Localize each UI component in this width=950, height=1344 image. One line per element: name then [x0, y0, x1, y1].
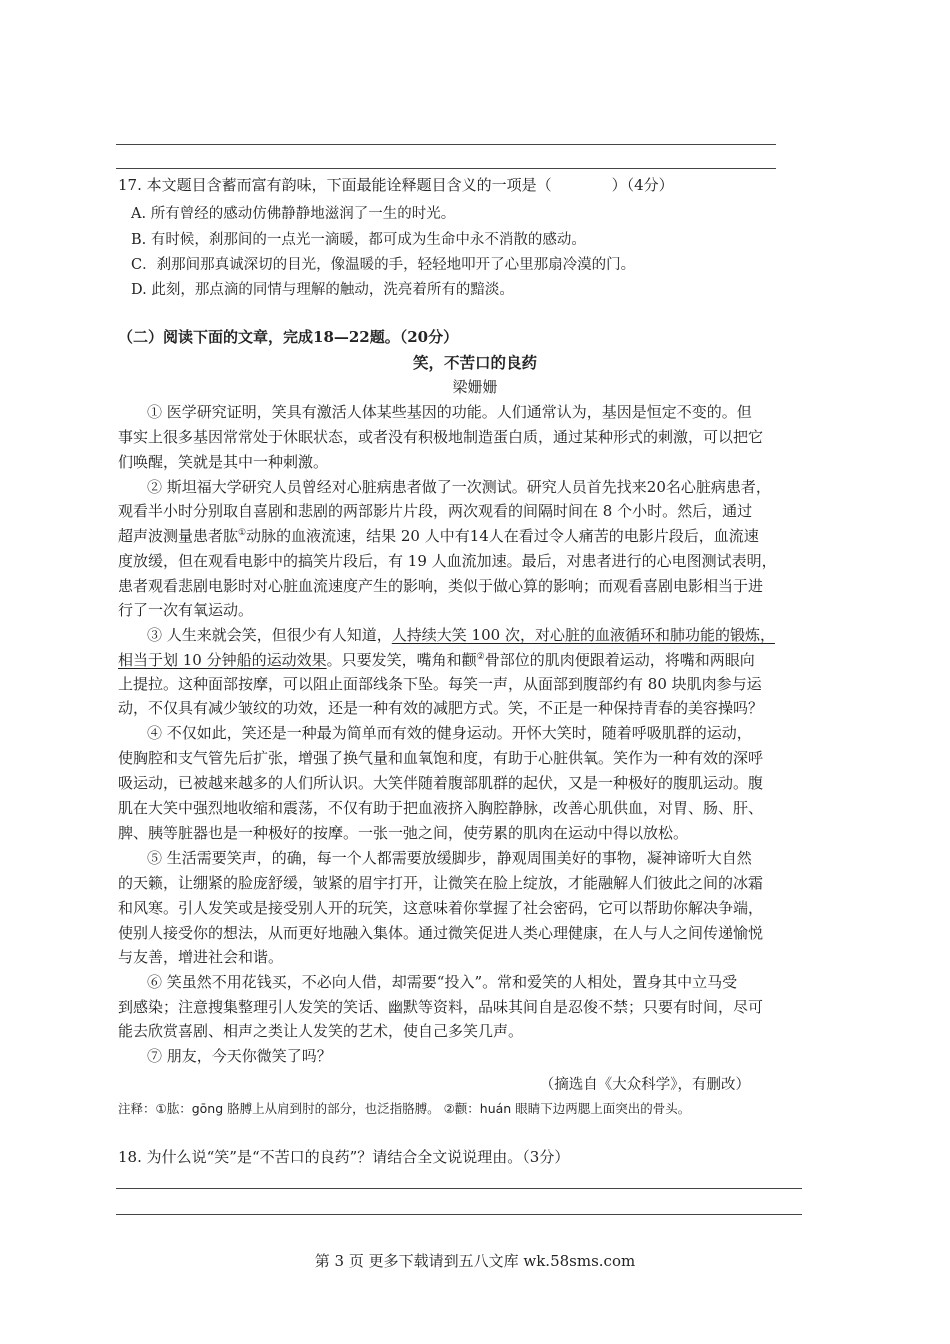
article-line: 观看半小时分别取自喜剧和悲剧的两部影片片段，两次观看的间隔时间在 8 个小时。然后，通过	[118, 502, 753, 520]
question-18-stem: 18. 为什么说“笑”是“不苦口的良药”？请结合全文说说理由。（3分）	[118, 1148, 570, 1166]
question-17-option-d[interactable]: D. 此刻，那点滴的同情与理解的触动，洗亮着所有的黯淡。	[131, 282, 514, 298]
article-line: 动，不仅具有减少皱纹的功效，还是一种有效的减肥方式。笑，不正是一种保持青春的美容操吗？	[118, 699, 764, 717]
article-line: 们唤醒，笑就是其中一种刺激。	[118, 453, 329, 471]
article-line	[118, 650, 755, 670]
article-line: 行了一次有氧运动。	[118, 601, 254, 619]
article-line: 患者观看悲剧电影时对心脏血流速度产生的影响，类似于做心算的影响；而观看喜剧电影相当于进	[118, 577, 764, 595]
article-text: 超声波测量患者肱	[118, 527, 239, 545]
answer-line-top-2[interactable]	[116, 168, 776, 169]
article-line: 到感染；注意搜集整理引人发笑的笑话、幽默等资料，品味其间自是忍俊不禁；只要有时间，尽可	[118, 998, 764, 1016]
section-title: （二）阅读下面的文章，完成18—22题。（20分）	[118, 328, 459, 346]
article-text: 动脉的血液流速，结果 20 人中有14人在看过令人痛苦的电影片段后，血流速	[246, 527, 759, 545]
answer-line-q18-1[interactable]	[116, 1188, 802, 1189]
article-line: 和风寒。引人发笑或是接受别人开的玩笑，这意味着你掌握了社会密码，它可以帮助你解决争端，	[118, 899, 764, 917]
article-text: ③ 人生来就会笑，但很少有人知道，	[147, 626, 392, 644]
answer-line-q18-2[interactable]	[116, 1214, 802, 1215]
article-line: 上提拉。这种面部按摩，可以阻止面部线条下坠。每笑一声，从面部到腹部约有 80 块肌肉参与运	[118, 675, 762, 693]
article-line	[118, 526, 759, 546]
article-line: 能去欣赏喜剧、相声之类让人发笑的艺术，使自己多笑几声。	[118, 1022, 524, 1040]
article-text: 。只要发笑，嘴角和颧	[326, 651, 477, 669]
article-line: 度放缓，但在观看电影中的搞笑片段后，有 19 人血流加速。最后，对患者进行的心电图测试表明，	[118, 552, 777, 570]
article-line: ⑥ 笑虽然不用花钱买，不必向人借，却需要“投入”。常和爱笑的人相处，置身其中立马受	[147, 973, 738, 991]
underlined-sentence: 人持续大笑 100 次，对心脏的血液循环和肺功能的锻炼，	[391, 626, 775, 644]
article-line: 吸运动，已被越来越多的人们所认识。大笑伴随着腹部肌群的起伏，又是一种极好的腹肌运动。腹	[118, 774, 764, 792]
article-author: 梁姗姗	[452, 378, 498, 396]
question-17-stem: 17. 本文题目含蓄而富有韵味，下面最能诠释题目含义的一项是（ ）（4分）	[118, 176, 674, 194]
article-line: 事实上很多基因常常处于休眠状态，或者没有积极地制造蛋白质，通过某种形式的刺激，可以把它	[118, 428, 764, 446]
question-17-option-a[interactable]: A. 所有曾经的感动仿佛静静地滋润了一生的时光。	[131, 206, 456, 222]
article-line: ④ 不仅如此，笑还是一种最为简单而有效的健身运动。开怀大笑时，随着呼吸肌群的运动，	[147, 724, 752, 742]
article-line: 的天籁，让绷紧的脸庞舒缓，皱紧的眉宇打开，让微笑在脸上绽放，才能融解人们彼此之间的冰霜	[118, 874, 764, 892]
article-line: 使别人接受你的想法，从而更好地融入集体。通过微笑促进人类心理健康，在人与人之间传递愉悦	[118, 924, 764, 942]
page-footer: 第 3 页 更多下载请到五八文库 wk.58sms.com	[314, 1252, 636, 1270]
question-17-option-b[interactable]: B. 有时候，刹那间的一点光一滴暖，都可成为生命中永不消散的感动。	[131, 232, 586, 248]
article-text: 骨部位的肌肉便跟着运动，将嘴和两眼向	[484, 651, 755, 669]
article-source: （摘选自《大众科学》，有删改）	[539, 1077, 750, 1093]
underlined-sentence: 相当于划 10 分钟船的运动效果	[118, 651, 327, 669]
article-line: ⑤ 生活需要笑声，的确，每一个人都需要放缓脚步，静观周围美好的事物，凝神谛听大自然	[147, 849, 752, 867]
footnote-marker-1: ①	[238, 528, 247, 538]
question-17-option-c[interactable]: C．刹那间那真诚深切的目光，像温暖的手，轻轻地叩开了心里那扇冷漠的门。	[131, 257, 636, 273]
article-line	[147, 625, 775, 645]
footnote-marker-2: ②	[476, 652, 485, 662]
answer-line-top-1[interactable]	[116, 144, 776, 145]
article-title: 笑，不苦口的良药	[412, 353, 537, 372]
article-line: ① 医学研究证明，笑具有激活人体某些基因的功能。人们通常认为，基因是恒定不变的。但	[147, 403, 752, 421]
article-line: 肌在大笑中强烈地收缩和震荡，不仅有助于把血液挤入胸腔静脉，改善心肌供血，对胃、肠、肝、	[118, 799, 764, 817]
article-line: 脾、胰等脏器也是一种极好的按摩。一张一弛之间，使劳累的肌肉在运动中得以放松。	[118, 824, 689, 842]
footnotes: 注释：①肱：gōng 胳膊上从肩到肘的部分，也泛指胳膊。 ②颧：huán 眼睛下边两腮上面突出的骨头。	[118, 1101, 691, 1116]
article-line: ⑦ 朋友，今天你微笑了吗？	[147, 1047, 332, 1065]
article-line: 与友善，增进社会和谐。	[118, 948, 284, 966]
article-line: 使胸腔和支气管先后扩张，增强了换气量和血氧饱和度，有助于心脏供氧。笑作为一种有效的深呼	[118, 749, 764, 767]
article-line: ② 斯坦福大学研究人员曾经对心脏病患者做了一次测试。研究人员首先找来20名心脏病患者，	[147, 478, 771, 496]
